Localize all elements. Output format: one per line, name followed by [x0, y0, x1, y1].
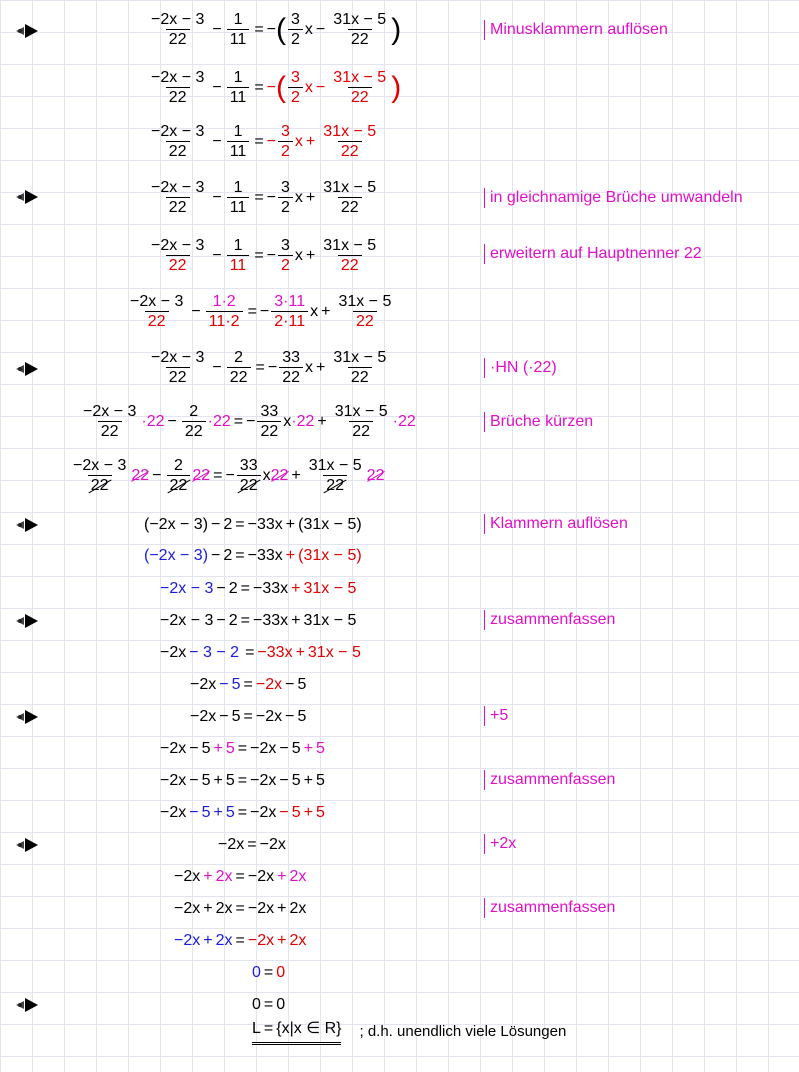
evaluate-arrow-icon[interactable] — [14, 360, 40, 378]
equation-2: $\frac{-2x - 3}{22}$ − $\frac{1}{11}$ = − ( $\frac{3}{2}$ x − $\frac{31x - 5}{22}$ ) — [151, 69, 402, 106]
evaluate-arrow-icon[interactable] — [14, 836, 40, 854]
equation-22: −2x + 2x = −2x + 2x — [174, 900, 307, 917]
note-klammern: Klammern auflösen — [484, 514, 628, 534]
equation-3: $\frac{-2x - 3}{22}$ − $\frac{1}{11}$ = − $\frac{3}{2}$ x + $\frac{31x - 5}{22}$ — [151, 123, 377, 160]
equation-10: (−2x − 3) − 2 = −33x + (31x − 5) — [144, 516, 362, 533]
equation-6: $\frac{-2x - 3}{22}$ − $\frac{1\cdot 2}{11\cdot 2}$ = − $\frac{3\cdot 11}{2\cdot 11}$ x + $\frac{31x - 5}{22}$ — [130, 293, 392, 330]
note-plus-2x: +2x — [484, 834, 516, 854]
solution-note: ; d.h. unendlich viele Lösungen — [359, 1022, 567, 1040]
equation-17: −2x − 5 + 5 = −2x − 5 + 5 — [160, 740, 325, 757]
note-minusklammern: Minusklammern auflösen — [484, 20, 668, 40]
solution-set: L = {x|x ∈ R} ; d.h. unendlich viele Lösungen — [252, 1018, 566, 1045]
note-gleichnamig: in gleichnamige Brüche umwandeln — [484, 188, 743, 208]
equation-21: −2x + 2x = −2x + 2x — [174, 868, 307, 885]
equation-23: −2x + 2x = −2x + 2x — [174, 932, 307, 949]
equation-25: 0 = 0 — [252, 996, 286, 1013]
equation-11: (−2x − 3) − 2 = −33x + (31x − 5) — [144, 547, 362, 564]
equation-18: −2x − 5 + 5 = −2x − 5 + 5 — [160, 772, 325, 789]
evaluate-arrow-icon[interactable] — [14, 612, 40, 630]
evaluate-arrow-icon[interactable] — [14, 188, 40, 206]
note-zusammenfassen-3: zusammenfassen — [484, 898, 615, 918]
equation-4: $\frac{-2x - 3}{22}$ − $\frac{1}{11}$ = − $\frac{3}{2}$ x + $\frac{31x - 5}{22}$ — [151, 179, 377, 216]
equation-20: −2x = −2x — [218, 836, 286, 853]
note-hauptnenner: ·HN (·22) — [484, 358, 557, 378]
equation-5: $\frac{-2x - 3}{22}$ − $\frac{1}{11}$ = − $\frac{3}{2}$ x + $\frac{31x - 5}{22}$ — [151, 237, 377, 274]
evaluate-arrow-icon[interactable] — [14, 22, 40, 40]
equation-13: −2x − 3 − 2 = −33x + 31x − 5 — [160, 612, 357, 629]
note-plus-5: +5 — [484, 706, 508, 726]
equation-1: $\frac{-2x - 3}{22}$ − $\frac{1}{11}$ = − ( $\frac{3}{2}$ x − $\frac{31x - 5}{22}$ ) — [151, 11, 402, 48]
equation-15: −2x − 5 = −2x − 5 — [190, 676, 307, 693]
equation-19: −2x − 5 + 5 = −2x − 5 + 5 — [160, 804, 325, 821]
evaluate-arrow-icon[interactable] — [14, 996, 40, 1014]
equation-14: −2x − 3 − 2 = −33x + 31x − 5 — [160, 644, 361, 661]
evaluate-arrow-icon[interactable] — [14, 516, 40, 534]
note-kuerzen: Brüche kürzen — [484, 412, 593, 432]
equation-12: −2x − 3 − 2 = −33x + 31x − 5 — [160, 580, 357, 597]
equation-7: $\frac{-2x - 3}{22}$ − $\frac{2}{22}$ = − $\frac{33}{22}$ x + $\frac{31x - 5}{22}$ — [151, 349, 387, 386]
equation-9: $\frac{-2x - 3}{22}$ 22 − $\frac{2}{22}$ 22 = − $\frac{33}{22}$ x 22 + $\frac{31x - 5}{22}$ 22 — [73, 457, 385, 494]
equation-24: 0 = 0 — [252, 964, 286, 981]
note-zusammenfassen-1: zusammenfassen — [484, 610, 615, 630]
note-erweitern: erweitern auf Hauptnenner 22 — [484, 244, 702, 264]
evaluate-arrow-icon[interactable] — [14, 708, 40, 726]
equation-16: −2x − 5 = −2x − 5 — [190, 708, 307, 725]
equation-8: $\frac{-2x - 3}{22}$ · 22 − $\frac{2}{22}$ · 22 = − $\frac{33}{22}$ x · 22 + $\frac{31x - 5}{22}$ · 22 — [83, 403, 416, 440]
note-zusammenfassen-2: zusammenfassen — [484, 770, 615, 790]
